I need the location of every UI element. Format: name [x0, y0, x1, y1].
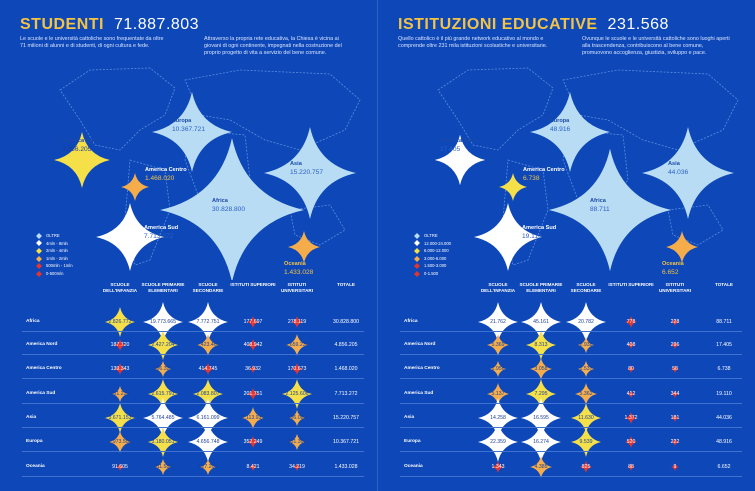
row-label: Africa: [26, 319, 40, 324]
table-cell: 58: [672, 366, 678, 372]
row-divider: [22, 354, 364, 355]
region-label: America Nord: [440, 138, 477, 144]
row-label: Europa: [26, 439, 43, 444]
table-cell: 48.916: [716, 439, 732, 445]
region-label: Asia: [668, 161, 680, 167]
table-cell: 181: [670, 415, 680, 421]
students-table-stars: [0, 280, 377, 491]
column-header: TOTALE: [715, 282, 733, 287]
table-cell: 4.385: [534, 464, 548, 470]
table-cell: 3.671.153: [108, 415, 132, 421]
legend-item: [414, 232, 451, 240]
table-cell: 6.738: [717, 366, 731, 372]
region-label: Europa: [550, 118, 570, 124]
region-star: [288, 231, 320, 263]
table-cell: 21.762: [490, 319, 506, 325]
legend-item: [36, 232, 73, 240]
row-divider: [22, 403, 364, 404]
table-cell: 187.720: [110, 342, 130, 348]
legend-swatch: [414, 240, 420, 246]
row-label: America Sud: [26, 391, 56, 396]
table-cell: 4.656.748: [196, 439, 220, 445]
table-cell: 4.856.205: [334, 342, 358, 348]
table-cell: 139.343: [110, 366, 130, 372]
table-cell: 5.137: [491, 391, 505, 397]
legend-label: OLTRE: [46, 233, 60, 238]
legend-label: 0-1.500: [424, 270, 439, 276]
table-cell: 352.249: [243, 439, 263, 445]
column-header: SCUOLE DELL'INFANZIA: [102, 282, 138, 293]
region-label: America Sud: [522, 225, 557, 231]
row-divider: [400, 403, 742, 404]
column-header: ISTITUTI SUPERIORI: [608, 282, 654, 287]
region-value: 19.110: [522, 233, 542, 240]
column-header: SCUOLE DELL'INFANZIA: [480, 282, 516, 293]
table-cell: 412: [626, 391, 636, 397]
table-cell: 19.110: [716, 391, 732, 397]
region-label: Africa: [212, 198, 228, 204]
table-cell: 1.659.233: [285, 342, 309, 348]
table-cell: 34.219: [289, 464, 305, 470]
table-cell: 278.119: [287, 319, 307, 325]
legend-swatch: [36, 240, 42, 246]
legend-swatch: [36, 271, 42, 277]
table-cell: 9: [673, 464, 677, 470]
row-label: America Centro: [26, 366, 62, 371]
table-cell: 344: [670, 391, 680, 397]
legend-label: 500mln - 1mln: [46, 263, 73, 269]
legend-swatch: [414, 233, 420, 239]
table-cell: 3.058: [534, 366, 548, 372]
table-cell: 1.423.466: [196, 342, 220, 348]
row-divider: [22, 451, 364, 452]
row-label: America Nord: [26, 342, 58, 347]
region-value: 6.738: [523, 175, 540, 182]
table-cell: 16.274: [533, 439, 549, 445]
table-cell: 17.405: [716, 342, 732, 348]
region-star: [666, 231, 698, 263]
table-cell: 527.200: [198, 464, 218, 470]
table-cell: 778: [626, 319, 636, 325]
region-value: 44.036: [668, 169, 689, 176]
table-cell: 296: [670, 342, 680, 348]
institutions-intro-1: Quello cattolico è il più grande network educativo al mondo e comprende oltre 231 mila istituzioni scolastiche e universitarie.: [398, 36, 548, 49]
column-header: SCUOLE PRIMARIE ELEMENTARI: [141, 282, 185, 293]
row-divider: [22, 427, 364, 428]
legend-swatch: [414, 263, 420, 269]
column-header: SCUOLE SECONDARIE: [570, 282, 602, 293]
legend-swatch: [414, 271, 420, 277]
table-cell: 15.220.757: [333, 415, 359, 421]
region-value: 4.856.205: [62, 146, 92, 153]
region-value: 30.828.800: [212, 206, 246, 213]
legend-swatch: [414, 248, 420, 254]
column-header: ISTITUTI UNIVERSITARI: [658, 282, 692, 293]
table-cell: 1.433.028: [334, 464, 358, 470]
table-cell: 22.359: [490, 439, 506, 445]
table-cell: 14.258: [490, 415, 506, 421]
region-label: Asia: [290, 161, 302, 167]
region-value: 15.220.757: [290, 169, 324, 176]
legend-label: 6.000-12.000: [424, 248, 449, 254]
table-cell: 7.772.751: [196, 319, 220, 325]
row-label: Africa: [404, 319, 418, 324]
region-label: America Nord: [62, 138, 99, 144]
legend-swatch: [36, 263, 42, 269]
table-cell: 170.673: [287, 366, 307, 372]
table-cell: 2.938: [579, 342, 593, 348]
column-header: ISTITUTI UNIVERSITARI: [280, 282, 314, 293]
row-divider: [22, 378, 364, 379]
table-cell: 44.036: [716, 415, 732, 421]
table-cell: 408.942: [243, 342, 263, 348]
students-intro-1: Le scuole e le università cattoliche sono frequentate da oltre 71 milioni di alunni e di studenti, di ogni cultura e fede.: [20, 36, 164, 49]
legend-label: 1.500-3.000: [424, 263, 447, 269]
institutions-panel: [378, 0, 755, 491]
table-cell: 45.161: [533, 319, 549, 325]
table-cell: 88: [628, 464, 634, 470]
region-label: America Sud: [144, 225, 179, 231]
table-cell: 408: [626, 342, 636, 348]
legend-item: [36, 255, 73, 263]
table-cell: 3.180.051: [151, 439, 175, 445]
row-label: America Nord: [404, 342, 436, 347]
legend-swatch: [36, 248, 42, 254]
legend-item: [414, 262, 451, 270]
table-cell: 2.125.606: [285, 391, 309, 397]
table-cell: 88.711: [716, 319, 732, 325]
legend-label: 2mln - 4mln: [46, 248, 68, 254]
table-cell: 911.583: [153, 464, 173, 470]
region-value: 1.468.020: [145, 175, 175, 182]
table-cell: 6.652: [717, 464, 731, 470]
table-cell: 228: [670, 319, 680, 325]
table-cell: 5.764.485: [151, 415, 175, 421]
table-cell: 7.713.272: [334, 391, 358, 397]
table-cell: 30.828.800: [333, 319, 359, 325]
region-value: 7.713.272: [144, 233, 174, 240]
table-cell: 2.427.204: [151, 342, 175, 348]
table-cell: 520: [626, 439, 636, 445]
row-divider: [400, 378, 742, 379]
row-label: Asia: [26, 415, 37, 420]
legend-item: [36, 262, 73, 270]
row-divider: [22, 476, 364, 477]
table-cell: 19.773.665: [150, 319, 176, 325]
row-divider: [400, 476, 742, 477]
region-label: America Centro: [523, 167, 565, 173]
table-cell: 9.539: [579, 439, 593, 445]
table-cell: 1.343: [491, 464, 505, 470]
table-cell: 6.161.099: [196, 415, 220, 421]
region-label: Oceania: [284, 261, 306, 267]
row-label: Europa: [404, 439, 421, 444]
students-title: [20, 16, 199, 34]
legend-item: [36, 270, 73, 278]
table-cell: 8.313: [534, 342, 548, 348]
region-value: 10.367.721: [172, 126, 206, 133]
legend-label: 0-500mln: [46, 270, 64, 276]
legend-item: [36, 240, 73, 248]
table-cell: 11.630: [578, 415, 594, 421]
table-cell: 1.468.020: [334, 366, 358, 372]
region-value: 17.405: [440, 146, 461, 153]
legend-label: 12.000-24.000: [424, 240, 452, 246]
region-label: Europa: [172, 118, 192, 124]
row-label: Oceania: [404, 464, 423, 469]
table-cell: 10.367.721: [333, 439, 359, 445]
legend-item: [36, 247, 73, 255]
students-legend: [36, 232, 73, 278]
legend-swatch: [414, 256, 420, 262]
table-cell: 1.113.931: [241, 415, 265, 421]
row-divider: [400, 331, 742, 332]
table-cell: 825: [581, 464, 591, 470]
table-cell: 91.605: [112, 464, 128, 470]
row-divider: [400, 451, 742, 452]
column-header: ISTITUTI SUPERIORI: [230, 282, 276, 287]
table-cell: 1.973.508: [108, 439, 132, 445]
legend-label: 1mln - 2mln: [46, 255, 68, 261]
row-divider: [400, 354, 742, 355]
table-cell: 651.239: [110, 391, 130, 397]
column-header: SCUOLE SECONDARIE: [192, 282, 224, 293]
table-cell: 2.615.791: [151, 391, 175, 397]
table-cell: 36.932: [245, 366, 261, 372]
region-value: 6.652: [662, 269, 679, 276]
institutions-title: [398, 16, 669, 34]
table-cell: 1.956: [491, 366, 505, 372]
column-header: TOTALE: [337, 282, 355, 287]
region-value: 48.916: [550, 126, 571, 133]
institutions-table-stars: [378, 280, 755, 491]
table-cell: 1.372: [624, 415, 638, 421]
table-cell: 7.295: [534, 391, 548, 397]
table-cell: 201.751: [243, 391, 263, 397]
region-value: 1.433.028: [284, 269, 314, 276]
region-star: [549, 149, 671, 271]
legend-label: OLTRE: [424, 233, 438, 238]
table-cell: 5.362: [579, 391, 593, 397]
table-cell: 414.745: [198, 366, 218, 372]
legend-item: [414, 247, 451, 255]
table-cell: 177.697: [243, 319, 263, 325]
table-cell: 601.308: [287, 439, 307, 445]
legend-swatch: [36, 233, 42, 239]
table-cell: 8.421: [246, 464, 260, 470]
table-cell: 5.369: [491, 342, 505, 348]
region-value: 88.711: [590, 206, 610, 213]
legend-item: [414, 270, 451, 278]
students-intro-2: Attraverso la propria rete educativa, la Chiesa è vicina ai giovani di ogni continente, impegnati nella costruzione del proprio progetto di vita a servizio del bene comune.: [204, 36, 342, 56]
region-label: Oceania: [662, 261, 684, 267]
table-cell: 706.327: [153, 366, 173, 372]
table-cell: 2.083.807: [196, 391, 220, 397]
table-cell: 16.595: [533, 415, 549, 421]
row-label: America Sud: [404, 391, 434, 396]
institutions-title-label: ISTITUZIONI EDUCATIVE: [398, 16, 598, 33]
students-total: 71.887.803: [114, 16, 200, 33]
row-divider: [22, 331, 364, 332]
students-title-label: STUDENTI: [20, 16, 104, 33]
table-cell: 222: [670, 439, 680, 445]
table-cell: 2.826.772: [108, 319, 132, 325]
region-label: America Centro: [145, 167, 187, 173]
legend-label: 3.000-6.000: [424, 255, 447, 261]
legend-label: 4mln - 8mln: [46, 240, 68, 246]
row-label: Oceania: [26, 464, 45, 469]
table-cell: 20.782: [578, 319, 594, 325]
legend-swatch: [36, 256, 42, 262]
table-cell: 506.089: [287, 415, 307, 421]
students-panel: [0, 0, 377, 491]
table-cell: 1.537: [579, 366, 593, 372]
row-divider: [400, 427, 742, 428]
row-label: America Centro: [404, 366, 440, 371]
institutions-total: 231.568: [607, 16, 669, 33]
table-cell: 80: [628, 366, 634, 372]
row-label: Asia: [404, 415, 415, 420]
legend-item: [414, 255, 451, 263]
column-header: SCUOLE PRIMARIE ELEMENTARI: [519, 282, 563, 293]
region-label: Africa: [590, 198, 606, 204]
legend-item: [414, 240, 451, 248]
institutions-legend: [414, 232, 451, 278]
institutions-intro-2: Ovunque le scuole e le università cattoliche sono luoghi aperti alla trascendenza, contribuiscono al bene comune, promuovono accoglienza, giustizia, sviluppo e pace.: [582, 36, 730, 56]
